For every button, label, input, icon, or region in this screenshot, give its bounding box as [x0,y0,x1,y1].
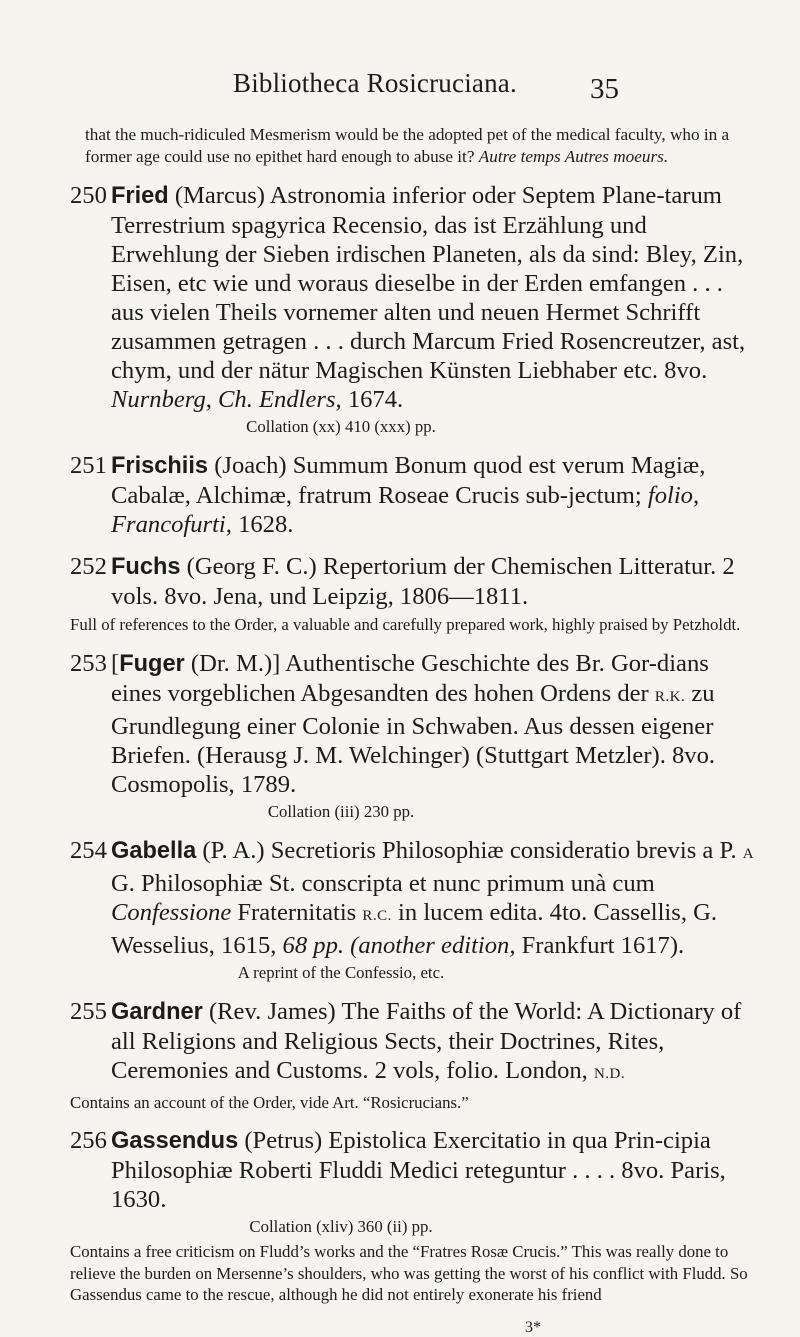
entry-italic: Confessione [111,898,232,926]
entry-body: (Rev. James) The Faiths of the World: A Dictionary of all Religions and Religious Sects, their Doctrines, Rites, Ceremonies and Customs. 2 vols, folio. London, [111,997,742,1084]
entry-author: Gabella [111,837,197,864]
entry-collation: Collation (xx) 410 (xxx) pp. [246,417,436,436]
small-caps: N.D. [593,1065,626,1082]
entry-text [70,997,760,1089]
entry-body-5: Frankfurt 1617). [515,931,685,959]
entry-number: 256 [70,1127,107,1154]
entry-256 [70,1126,760,1306]
entry-note: Full of references to the Order, a valuable and carefully prepared work, highly praised by Petzholdt. [70,615,741,634]
small-caps-2: R.C. [362,907,392,924]
entry-text [70,451,760,539]
small-caps: A [742,845,755,862]
entry-number: 252 [70,553,107,580]
entry-collation: A reprint of the Confessio, etc. [237,962,445,982]
entry-author: Frischiis [111,453,209,479]
entry-body-3: Fraternitatis [231,898,363,926]
entry-body-continued: zu Grundlegung einer Colonie in Schwaben. Aus dessen eigener Briefen. (Herausg J. M. Welchinger) (Stuttgart Metzler). 8vo. Cosmopolis, 1789. [111,679,716,798]
entry-collation: Collation (xliv) 360 (ii) pp. [249,1217,433,1236]
entry-number: 250 [70,182,107,209]
entry-text [70,836,760,960]
running-title: Bibliotheca Rosicruciana. [233,68,517,98]
entry-body: (Petrus) Epistolica Exercitatio in qua Prin-cipia Philosophiæ Roberti Fluddi Medici reteguntur . . . . 8vo. Paris, 1630. [111,1127,726,1213]
entry-author: Fuger [119,650,185,677]
entry-author: Fuchs [111,554,181,580]
entry-text [70,181,760,414]
entry-body-4: in lucem edita. 4to. Cassellis, G. Wesselius, 1615, [111,898,718,959]
entry-255 [70,997,760,1114]
entry-number: 251 [70,452,107,479]
entry-italic-2: 68 pp. (another edition, [282,931,516,959]
entry-author: Gassendus [111,1128,239,1154]
page-number: 35 [590,73,619,105]
bracket: [ [111,649,120,677]
entry-note: Contains a free criticism on Fludd’s works and the “Fratres Rosæ Crucis.” This was really done to relieve the burden on Mersenne’s shoulders, who was getting the worst of his conflict with Fludd. So Gassendus came to the rescue, although he did not entirely exonerate his friend [70,1242,748,1304]
entry-body-2: G. Philosophiæ St. conscripta et nunc primum unà cum [111,869,655,897]
entry-body: (Georg F. C.) Repertorium der Chemischen Litteratur. 2 vols. 8vo. Jena, und Leipzig, 1806—1811. [111,553,735,610]
entry-author: Gardner [111,998,203,1025]
entry-collation: Collation (iii) 230 pp. [267,801,415,821]
intro-text: that the much-ridiculed Mesmerism would be the adopted pet of the medical faculty, who in a former age could use no epithet hard enough to abuse it? [85,125,730,166]
small-caps: R.K. [654,688,686,705]
entry-note: Contains an account of the Order, vide Art. “Rosicrucians.” [70,1092,469,1112]
entry-body: (Joach) Summum Bonum quod est verum Magiæ, Cabalæ, Alchimæ, fratrum Roseae Crucis sub-jectum; [111,452,706,509]
entry-text [70,1126,760,1214]
intro-italic: Autre temps Autres moeurs. [478,146,669,166]
entry-number: 253 [70,649,107,677]
entry-252 [70,552,760,636]
entry-year: 1628. [231,511,294,538]
entry-number: 254 [70,836,107,864]
entry-251 [70,451,760,539]
entry-number: 255 [70,997,107,1025]
entry-body: (P. A.) Secretioris Philosophiæ consideratio brevis a P. [196,836,743,864]
entry-author: Fried [111,183,169,209]
entry-text [70,649,760,799]
entry-253 [70,649,760,823]
entry-year: 1674. [341,386,404,413]
intro-paragraph [85,124,760,167]
page-body [70,124,760,1337]
entry-body: (Marcus) Astronomia inferior oder Septem Plane-tarum Terrestrium spagyrica Recensio, das ist Erzählung und Erwehlung der Sieben irdischen Planeten, als da sind: Bley, Zin, Eisen, etc wie und woraus dieselbe in der Erden emfangen . . . aus vielen Theils vornemer alten und neuen Hermet Schrifft zusammen getragen . . . durch Marcum Fried Rosencreutzer, ast, chym, und der nätur Magischen Künsten Liebhaber etc. 8vo. [111,182,746,384]
entry-text [70,552,760,611]
entry-250 [70,181,760,438]
entry-body: (Dr. M.)] Authentische Geschichte des Br. Gor-dians eines vorgeblichen Abgesandten des hohen Ordens der [111,649,709,707]
entry-imprint: Nurnberg, Ch. Endlers, [111,386,342,413]
entry-imprint: folio, Francofurti, [111,482,700,538]
signature-mark: 3* [525,1318,541,1336]
entry-254 [70,836,760,984]
